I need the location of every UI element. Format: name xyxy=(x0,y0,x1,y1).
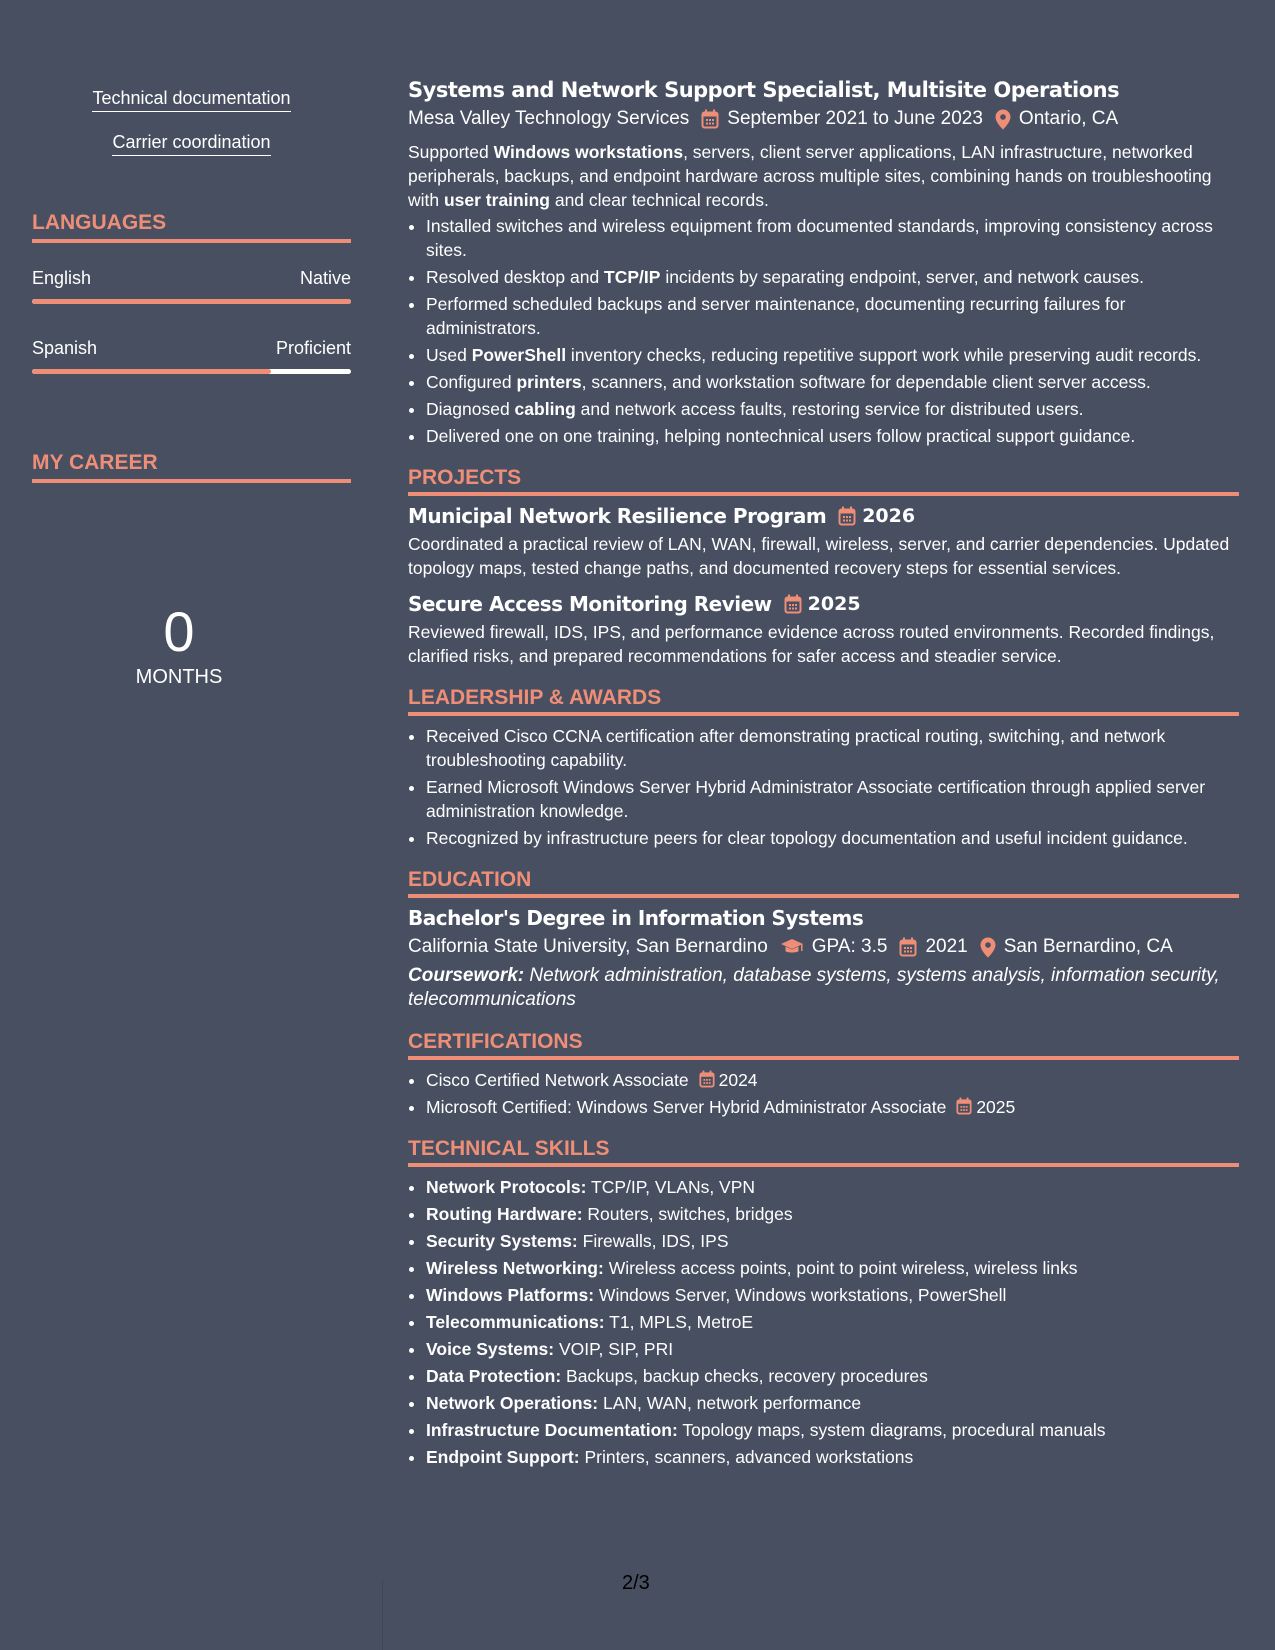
certifications-heading: CERTIFICATIONS xyxy=(408,1030,1239,1060)
list-item: • Endpoint Support: Printers, scanners, advanced workstations xyxy=(426,1445,1239,1469)
language-english xyxy=(32,268,351,304)
list-item: • Infrastructure Documentation: Topology maps, system diagrams, procedural manuals xyxy=(426,1418,1239,1442)
projects-heading: PROJECTS xyxy=(408,466,1239,496)
graduation-year: 2021 xyxy=(925,936,968,957)
job-location: Ontario, CA xyxy=(1018,108,1119,129)
company-name: Mesa Valley Technology Services xyxy=(408,108,690,129)
main-content xyxy=(408,78,1239,1472)
list-item: • Configured printers, scanners, and workstation software for dependable client server access. xyxy=(426,370,1239,394)
language-bar xyxy=(32,369,351,374)
project-entry xyxy=(408,592,1239,668)
list-item: • Wireless Networking: Wireless access points, point to point wireless, wireless links xyxy=(426,1256,1239,1280)
language-level: Native xyxy=(299,268,351,288)
education-heading: EDUCATION xyxy=(408,868,1239,898)
language-name: Spanish xyxy=(32,338,98,358)
list-item: • Data Protection: Backups, backup checks, recovery procedures xyxy=(426,1364,1239,1388)
list-item: • Routing Hardware: Routers, switches, bridges xyxy=(426,1202,1239,1226)
calendar-icon xyxy=(701,109,719,129)
calendar-icon xyxy=(699,1070,715,1088)
career-value: 0 xyxy=(163,600,195,663)
certification-name: Cisco Certified Network Associate xyxy=(426,1070,689,1090)
degree-title: Bachelor's Degree in Information Systems xyxy=(408,906,864,930)
list-item xyxy=(426,1068,1239,1092)
skills-heading: TECHNICAL SKILLS xyxy=(408,1137,1239,1167)
experience-entry xyxy=(408,78,1239,448)
gpa: GPA: 3.5 xyxy=(811,936,888,957)
calendar-icon xyxy=(838,506,856,526)
list-item: • Performed scheduled backups and server maintenance, documenting recurring failures for administrators. xyxy=(426,292,1239,340)
languages-heading: LANGUAGES xyxy=(32,211,351,243)
job-dates: September 2021 to June 2023 xyxy=(727,108,983,129)
school-name: California State University, San Bernardino xyxy=(408,936,768,957)
list-item: • Diagnosed cabling and network access faults, restoring service for distributed users. xyxy=(426,397,1239,421)
list-item: • Earned Microsoft Windows Server Hybrid Administrator Associate certification through applied server administration knowledge. xyxy=(426,775,1239,823)
skills-section xyxy=(408,1137,1239,1469)
project-year: 2025 xyxy=(807,593,861,615)
language-bar-fill xyxy=(32,299,351,304)
certifications-list xyxy=(408,1068,1239,1119)
certification-year: 2024 xyxy=(718,1070,758,1090)
leadership-heading: LEADERSHIP & AWARDS xyxy=(408,686,1239,716)
project-description: Coordinated a practical review of LAN, WAN, firewall, wireless, server, and carrier dependencies. Updated topology maps, tested change paths, and documented recovery steps for essential services. xyxy=(408,534,1230,578)
project-entry xyxy=(408,504,1239,580)
coursework xyxy=(408,964,1239,1012)
certifications-section xyxy=(408,1030,1239,1119)
list-item: • Resolved desktop and TCP/IP incidents by separating endpoint, server, and network causes. xyxy=(426,265,1239,289)
page-number: 2/3 xyxy=(622,1572,650,1594)
job-summary: Supported Windows workstations, servers, client server applications, LAN infrastructure, networked peripherals, backups, and endpoint hardware across multiple sites, combining hands on troubleshooting with user training and clear technical records. xyxy=(408,142,1212,210)
skills-list xyxy=(408,1175,1239,1469)
project-title: Municipal Network Resilience Program xyxy=(408,504,827,528)
map-pin-icon xyxy=(995,109,1011,130)
list-item: • Used PowerShell inventory checks, reducing repetitive support work while preserving audit records. xyxy=(426,343,1239,367)
list-item: • Voice Systems: VOIP, SIP, PRI xyxy=(426,1337,1239,1361)
language-spanish xyxy=(32,338,351,374)
calendar-icon xyxy=(899,937,917,957)
leadership-section xyxy=(408,686,1239,850)
coursework-label: Coursework: xyxy=(408,965,525,986)
projects-section xyxy=(408,466,1239,668)
education-section xyxy=(408,868,1239,1012)
career-heading: MY CAREER xyxy=(32,451,351,483)
certification-name: Microsoft Certified: Windows Server Hybrid Administrator Associate xyxy=(426,1097,947,1117)
school-location: San Bernardino, CA xyxy=(1003,936,1173,957)
list-item: • Windows Platforms: Windows Server, Windows workstations, PowerShell xyxy=(426,1283,1239,1307)
skill-tags xyxy=(32,88,351,176)
language-bar xyxy=(32,299,351,304)
job-meta xyxy=(408,108,1239,130)
coursework-list: Network administration, database systems, systems analysis, information security, telecommunications xyxy=(408,965,1220,1010)
career-unit: MONTHS xyxy=(135,666,223,688)
job-title: Systems and Network Support Specialist, Multisite Operations xyxy=(408,78,1120,102)
graduation-cap-icon xyxy=(780,938,804,956)
project-year: 2026 xyxy=(862,505,916,527)
list-item: • Telecommunications: T1, MPLS, MetroE xyxy=(426,1310,1239,1334)
tag-technical-documentation: Technical documentation xyxy=(92,88,290,112)
leadership-list xyxy=(408,724,1239,850)
job-bullets xyxy=(408,214,1239,448)
calendar-icon xyxy=(956,1097,972,1115)
list-item: • Received Cisco CCNA certification after demonstrating practical routing, switching, and network troubleshooting capability. xyxy=(426,724,1239,772)
list-item: • Delivered one on one training, helping nontechnical users follow practical support guidance. xyxy=(426,424,1239,448)
list-item: • Recognized by infrastructure peers for clear topology documentation and useful incident guidance. xyxy=(426,826,1239,850)
list-item xyxy=(426,1095,1239,1119)
list-item: • Network Operations: LAN, WAN, network performance xyxy=(426,1391,1239,1415)
career-duration xyxy=(32,602,326,689)
language-name: English xyxy=(32,268,92,288)
language-bar-fill xyxy=(32,369,271,374)
language-level: Proficient xyxy=(275,338,351,358)
column-divider xyxy=(382,1580,383,1650)
map-pin-icon xyxy=(980,937,996,958)
list-item: • Security Systems: Firewalls, IDS, IPS xyxy=(426,1229,1239,1253)
tag-carrier-coordination: Carrier coordination xyxy=(112,132,270,156)
certification-year: 2025 xyxy=(976,1097,1016,1117)
list-item: • Network Protocols: TCP/IP, VLANs, VPN xyxy=(426,1175,1239,1199)
project-title: Secure Access Monitoring Review xyxy=(408,592,772,616)
project-description: Reviewed firewall, IDS, IPS, and performance evidence across routed environments. Recorded findings, clarified risks, and prepared recommendations for safer access and steadier service. xyxy=(408,622,1215,666)
education-meta xyxy=(408,936,1239,958)
calendar-icon xyxy=(784,594,802,614)
list-item: • Installed switches and wireless equipment from documented standards, improving consistency across sites. xyxy=(426,214,1239,262)
